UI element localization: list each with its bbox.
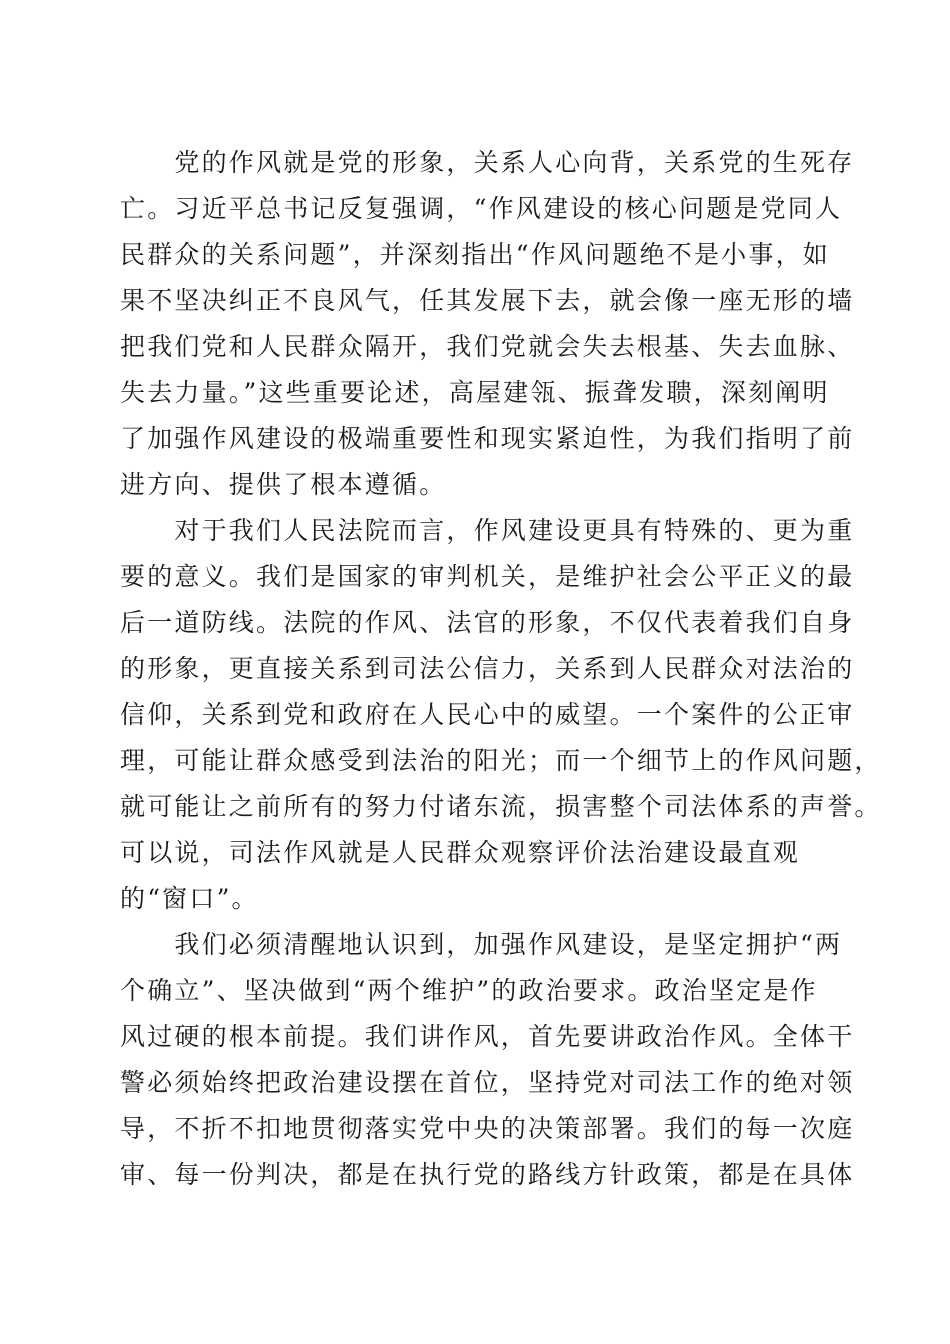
text-line: 失去力量。”这些重要论述，高屋建瓴、振聋发聩，深刻阐明 — [120, 378, 830, 407]
text-line: 进方向、提供了根本遵循。 — [120, 470, 447, 499]
text-line: 党的作风就是党的形象，关系人心向背，关系党的生死存 — [120, 148, 855, 177]
paragraph-3 — [120, 922, 855, 1198]
text-line: 审、每一份判决，都是在执行党的路线方针政策，都是在具体 — [120, 1160, 855, 1189]
text-line: 就可能让之前所有的努力付诸东流，损害整个司法体系的声誉。 — [120, 792, 882, 821]
text-line: 个确立”、坚决做到“两个维护”的政治要求。政治坚定是作 — [120, 976, 818, 1005]
text-line: 风过硬的根本前提。我们讲作风，首先要讲政治作风。全体干 — [120, 1022, 855, 1051]
paragraph-1 — [120, 140, 855, 508]
text-line: 导，不折不扣地贯彻落实党中央的决策部署。我们的每一次庭 — [120, 1114, 855, 1143]
body-text — [120, 140, 882, 1198]
text-line: 亡。习近平总书记反复强调，“作风建设的核心问题是党同人 — [120, 194, 843, 223]
text-line: 后一道防线。法院的作风、法官的形象，不仅代表着我们自身 — [120, 608, 855, 637]
text-line: 要的意义。我们是国家的审判机关，是维护社会公平正义的最 — [120, 562, 855, 591]
text-line: 的形象，更直接关系到司法公信力，关系到人民群众对法治的 — [120, 654, 855, 683]
text-line: 对于我们人民法院而言，作风建设更具有特殊的、更为重 — [120, 516, 855, 545]
text-line: 的“窗口”。 — [120, 884, 259, 913]
text-line: 了加强作风建设的极端重要性和现实紧迫性，为我们指明了前 — [120, 424, 855, 453]
text-line: 我们必须清醒地认识到，加强作风建设，是坚定拥护“两 — [120, 930, 843, 959]
text-line: 理，可能让群众感受到法治的阳光；而一个细节上的作风问题， — [120, 746, 882, 775]
text-line: 民群众的关系问题”，并深刻指出“作风问题绝不是小事，如 — [120, 240, 830, 269]
text-line: 把我们党和人民群众隔开，我们党就会失去根基、失去血脉、 — [120, 332, 855, 361]
text-line: 果不坚决纠正不良风气，任其发展下去，就会像一座无形的墙 — [120, 286, 855, 315]
text-line: 可以说，司法作风就是人民群众观察评价法治建设最直观 — [120, 838, 801, 867]
text-line: 信仰，关系到党和政府在人民心中的威望。一个案件的公正审 — [120, 700, 855, 729]
paragraph-2 — [120, 508, 882, 922]
text-line: 警必须始终把政治建设摆在首位，坚持党对司法工作的绝对领 — [120, 1068, 855, 1097]
